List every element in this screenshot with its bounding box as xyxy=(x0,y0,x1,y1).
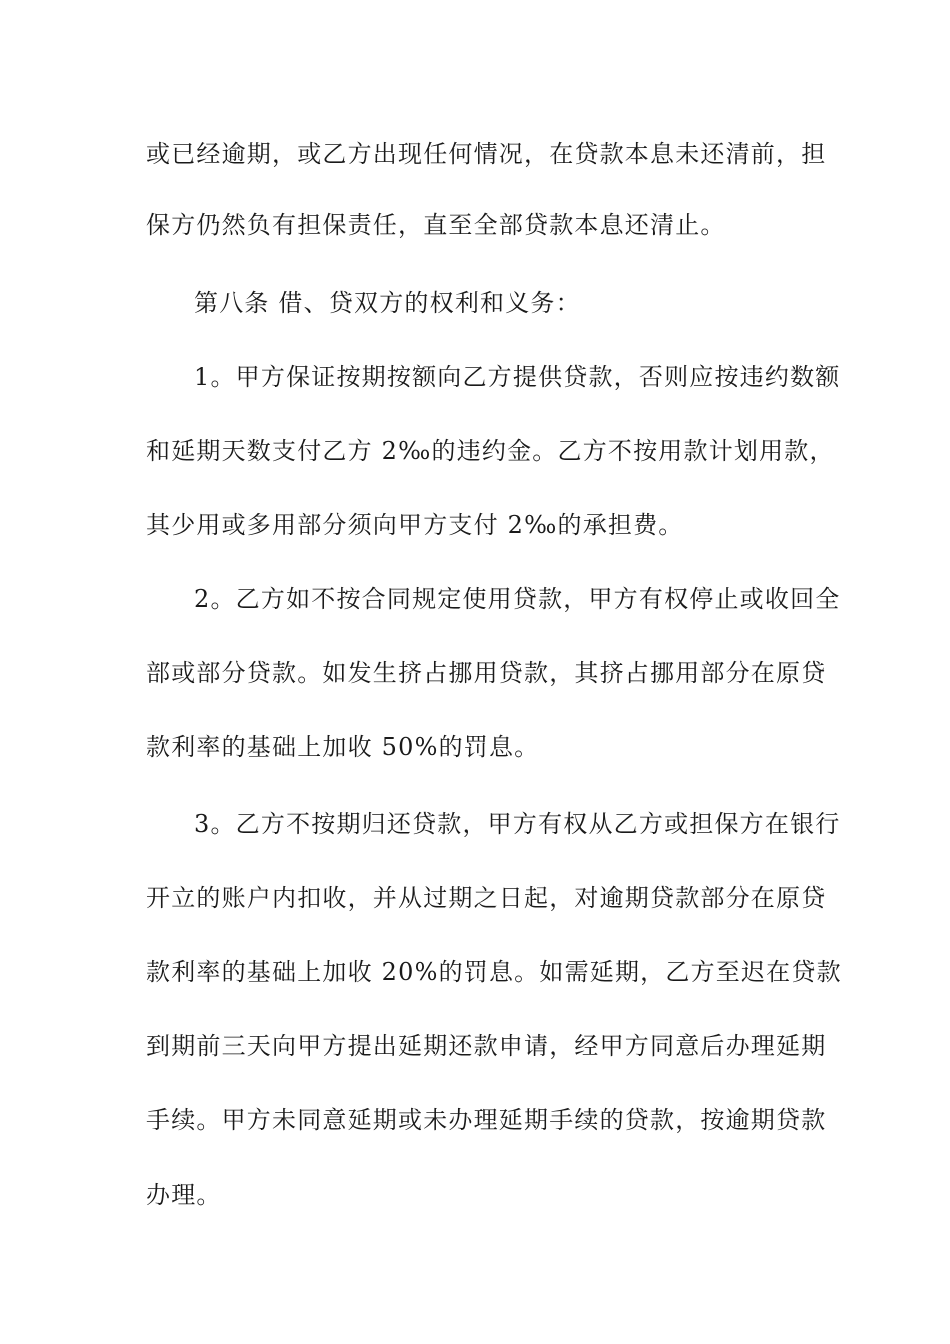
text-line: 保方仍然负有担保责任，直至全部贷款本息还清止。 xyxy=(146,211,726,239)
text-line: 手续。甲方未同意延期或未办理延期手续的贷款，按逾期贷款 xyxy=(146,1106,827,1134)
text-line: 办理。 xyxy=(146,1181,222,1209)
article-heading: 第八条 借、贷双方的权利和义务： xyxy=(194,289,581,317)
text-line: 其少用或多用部分须向甲方支付 2‰的承担费。 xyxy=(146,511,684,539)
text-line: 款利率的基础上加收 20%的罚息。如需延期，乙方至迟在贷款 xyxy=(146,958,842,986)
text-line: 或已经逾期，或乙方出现任何情况，在贷款本息未还清前，担 xyxy=(146,140,827,168)
text-line: 款利率的基础上加收 50%的罚息。 xyxy=(146,733,540,761)
text-line: 2。乙方如不按合同规定使用贷款，甲方有权停止或收回全 xyxy=(194,585,841,613)
text-line: 开立的账户内扣收，并从过期之日起，对逾期贷款部分在原贷 xyxy=(146,884,827,912)
text-line: 1。甲方保证按期按额向乙方提供贷款，否则应按违约数额 xyxy=(194,363,841,391)
text-line: 部或部分贷款。如发生挤占挪用贷款，其挤占挪用部分在原贷 xyxy=(146,659,827,687)
text-line: 3。乙方不按期归还贷款，甲方有权从乙方或担保方在银行 xyxy=(194,810,841,838)
text-line: 到期前三天向甲方提出延期还款申请，经甲方同意后办理延期 xyxy=(146,1032,827,1060)
text-line: 和延期天数支付乙方 2‰的违约金。乙方不按用款计划用款， xyxy=(146,437,835,465)
